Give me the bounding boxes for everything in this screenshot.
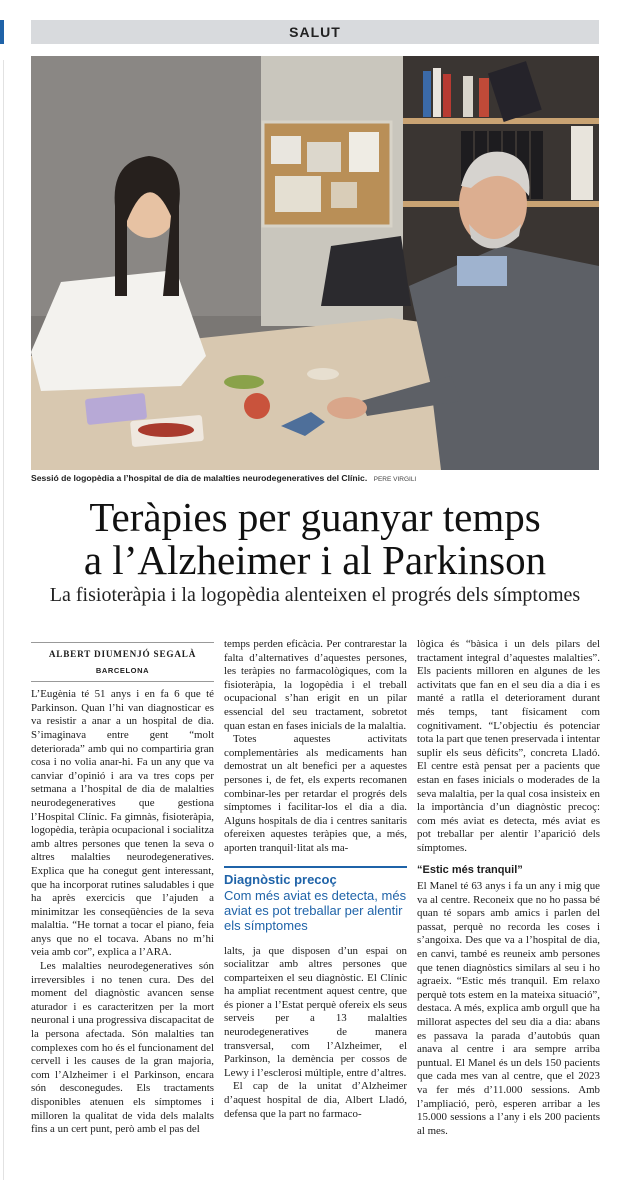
- article-column-3: [417, 638, 600, 1138]
- article-column-2: [224, 638, 407, 1121]
- byline: [31, 642, 214, 682]
- headline: [31, 496, 599, 582]
- intertitle: “Estic més tranquil”: [417, 863, 523, 876]
- byline-author: ALBERT DIUMENJÓ SEGALÀ: [48, 649, 197, 659]
- paragraph: temps perden eficàcia. Per contrarestar la falta d’alternatives d’aquestes persones, les teràpies no farmacològiques, com la fisioteràpia, la logopèdia i el treball ocupacional s’han erigit en un pilar essencial del seu tractament, sobretot quan estan en fases inicials de la malaltia.: [224, 638, 407, 732]
- pull-quote: [224, 866, 407, 933]
- paragraph: El cap de la unitat d’Alzheimer d’aquest hospital de dia, Albert Lladó, defensa que la part no farmaco-: [224, 1080, 407, 1120]
- paragraph: Totes aquestes activitats complementàries als medicaments han demostrat un alt benefici per a aquestes persones i, de fet, els experts recomanen combinar-les per retardar el progrés dels símptomes i facilitar-los el dia a dia. Alguns hospitals de dia i centres sanitaris ofereixen aquestes teràpies que, a més, aporten tranquil·litat als ma-: [224, 733, 407, 854]
- pull-quote-title: Diagnòstic precoç: [224, 871, 337, 887]
- section-label: SALUT: [31, 20, 599, 44]
- photo-caption: [31, 473, 599, 483]
- pull-quote-text: Com més aviat es detecta, més aviat es pot treballar per alentir els símptomes: [224, 887, 407, 933]
- paragraph: El Manel té 63 anys i fa un any i mig que va al centre. Reconeix que no ho passa bé quan té sopars amb amics i parlen del passat, perquè no recorda les coses i s’angoixa. Des que va a l’hospital de dia, en canvi, també es reuneix amb persones que tenen diagnòstics similars al seu i ho agraeix. “Estic més tranquil. Em relaxo perquè tots estem en la mateixa situació”, destaca. A més, explica amb orgull que ha millorat aspectes del seu dia a dia: abans es passava la parada d’autobús quan anava al centre i ara sempre arriba puntual. El Manel és un dels 150 pacients que cada mes van al centre, que el 2023 va fer més d’11.000 sessions. Amb l’ampliació, però, esperen arribar a les 15.000 sessions a l’any i els 200 pacients al mes.: [417, 880, 600, 1137]
- paragraph: lalts, ja que disposen d’un espai on socialitzar amb altres persones que comparteixen el seu diagnòstic. El Clínic ha ampliat recentment aquest centre, que és pioner a l’Estat perquè ofereix els seus serveis per a 13 malalties neurodegeneratives de manera transversal, com l’Alzheimer, el Parkinson, la demència per cossos de Lewy i l’esclerosi múltiple, entre d’altres.: [224, 944, 407, 1079]
- paragraph: lògica és “bàsica i un dels pilars del tractament integral d’aquestes malalties”. Els pacients milloren en algunes de les activitats que fan en el seu dia a dia i es manté a ratlla el deteriorament durant més temps, tant físicament com cognitivament. “L’objectiu és potenciar tota la part que tenen preservada i intentar suplir els seus dèficits”, concreta Lladó. El centre està pensat per a pacients que estan en fases inicials o moderades de la seva malaltia, per la qual cosa insisteix en la importància d’un diagnòstic precoç: com més aviat es detecta, més aviat es pot treballar per alentir l’aparició dels símptomes.: [417, 638, 600, 854]
- caption-text: Sessió de logopèdia a l’hospital de dia de malalties neurodegeneratives del Clínic.: [31, 473, 368, 483]
- photo-credit: PERE VIRGILI: [373, 476, 417, 483]
- headline-line-2: a l’Alzheimer i al Parkinson: [83, 537, 547, 583]
- paragraph: Les malalties neurodegeneratives són irreversibles i no tenen cura. Des del moment del diagnòstic avancen sense aturador i es caracteritzen per la mort neuronal i una progressiva discapacitat de la persona afectada. Són malalties tan complexes com ho és el funcionament del cervell i les causes de la gran majoria, com l’Alzheimer i el Parkinson, encara són desconegudes. Els tractaments disponibles atenuen els símptomes i milloren la qualitat de vida dels malalts fins a un cert punt, però amb el pas del: [31, 960, 214, 1136]
- paragraph: L’Eugènia té 51 anys i en fa 6 que té Parkinson. Quan l’hi van diagnosticar es va resistir a anar a un hospital de dia. S’imaginava entre gent “molt deteriorada” amb qui no compartiria gran cosa i no volia anar-hi. Fa un any que va canviar d’opinió i ara va tres cops per setmana a l’hospital de dia de malalties neurodegeneratives que gestiona l’Hospital Clínic. Fa gimnàs, fisioteràpia, logopèdia, teràpia ocupacional i socialitza amb altres persones que tenen la seva o altres malalties neurodegeneratives. Explica que ha conegut gent interessant, que ha incorporat rutines saludables i que ha après exercicis que l’ajuden a minimitzar les conseqüències de la seva malaltia. “He tornat a tocar el piano, feia anys que no el tocava. Abans no m’hi veia amb cor”, explica a l’ARA.: [31, 688, 214, 959]
- article-column-1: [31, 638, 214, 1137]
- page-edge-rule: [3, 60, 4, 1180]
- photo-illustration: [31, 56, 599, 470]
- article-photo: [31, 56, 599, 470]
- byline-location: BARCELONA: [95, 665, 150, 675]
- headline-line-1: Teràpies per guanyar temps: [89, 494, 541, 540]
- section-edge-marker: [0, 20, 4, 44]
- subheadline: La fisioteràpia i la logopèdia alenteixen el progrés dels símptomes: [49, 584, 581, 606]
